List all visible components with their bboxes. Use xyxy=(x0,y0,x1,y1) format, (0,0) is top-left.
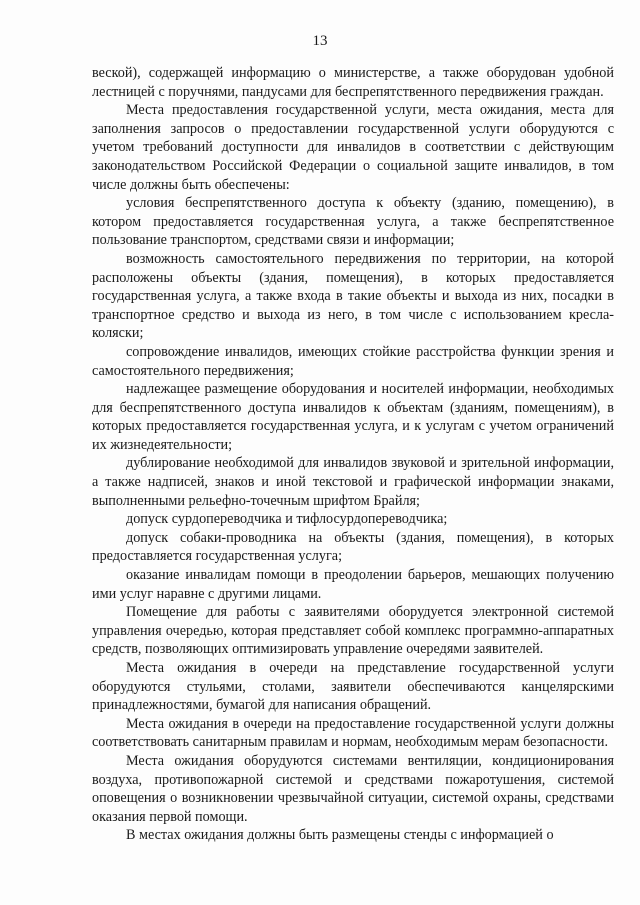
list-item: дублирование необходимой для инвалидов звуковой и зрительной информации, а также надписей, знаков и иной текстовой и графической информации знаками, выполненными рельефно-точечным шрифтом Брайля; xyxy=(92,455,614,509)
paragraph: Места ожидания в очереди на представление государственной услуги оборудуются стульями, столами, заявители обеспечиваются канцелярскими принадлежностями, бумагой для написания обращений. xyxy=(92,660,614,714)
list-item: допуск сурдопереводчика и тифлосурдопереводчика; xyxy=(126,511,448,528)
list-item: допуск собаки-проводника на объекты (здания, помещения), в которых предоставляется государственная услуга; xyxy=(92,529,614,565)
list-item: сопровождение инвалидов, имеющих стойкие расстройства функции зрения и самостоятельного передвижения; xyxy=(92,343,614,379)
paragraph: Места ожидания в очереди на предоставление государственной услуги должны соответствовать санитарным правилам и нормам, необходимым мерам безопасности. xyxy=(92,715,614,751)
paragraph: Помещение для работы с заявителями оборудуется электронной системой управления очередью, которая представляет собой комплекс программно-аппаратных средств, позволяющих оптимизировать управление очередями заявителей. xyxy=(92,604,614,658)
list-item: возможность самостоятельного передвижения по территории, на которой расположены объекты (здания, помещения), в которых предоставляется государственная услуга, а также входа в такие объекты и выхода из них, посадки в транспортное средство и выхода из него, в том числе с использованием кресла-коляски; xyxy=(92,250,614,342)
document-body xyxy=(92,64,614,845)
list-item: оказание инвалидам помощи в преодолении барьеров, мешающих получению ими услуг наравне с другими лицами. xyxy=(92,567,614,602)
paragraph: В местах ожидания должны быть размещены стенды с информацией о xyxy=(126,827,554,844)
list-item: надлежащее размещение оборудования и носителей информации, необходимых для беспрепятственного доступа инвалидов к объектам (зданиям, помещениям), в которых предоставляется государственная услуга, и к услугам с учетом ограничений их жизнедеятельности; xyxy=(92,381,614,453)
paragraph: Места предоставления государственной услуги, места ожидания, места для заполнения запросов о предоставлении государственной услуги оборудуются с учетом требований доступности для инвалидов в соответствии с действующим законодательством Российской Федерации о социальной защите инвалидов, в том числе должны быть обеспечены: xyxy=(92,102,614,193)
paragraph: Места ожидания оборудуются системами вентиляции, кондиционирования воздуха, противопожарной системой и средствами пожаротушения, системой оповещения о возникновении чрезвычайной ситуации, системой охраны, средствами оказания первой помощи. xyxy=(92,752,614,825)
paragraph: веской), содержащей информацию о министерстве, а также оборудован удобной лестницей с поручнями, пандусами для беспрепятственного передвижения граждан. xyxy=(92,65,614,100)
page-number: 13 xyxy=(312,33,328,49)
list-item: условия беспрепятственного доступа к объекту (зданию, помещению), в котором предоставляется государственная услуга, а также беспрепятственное пользование транспортом, средствами связи и информации; xyxy=(92,195,614,249)
